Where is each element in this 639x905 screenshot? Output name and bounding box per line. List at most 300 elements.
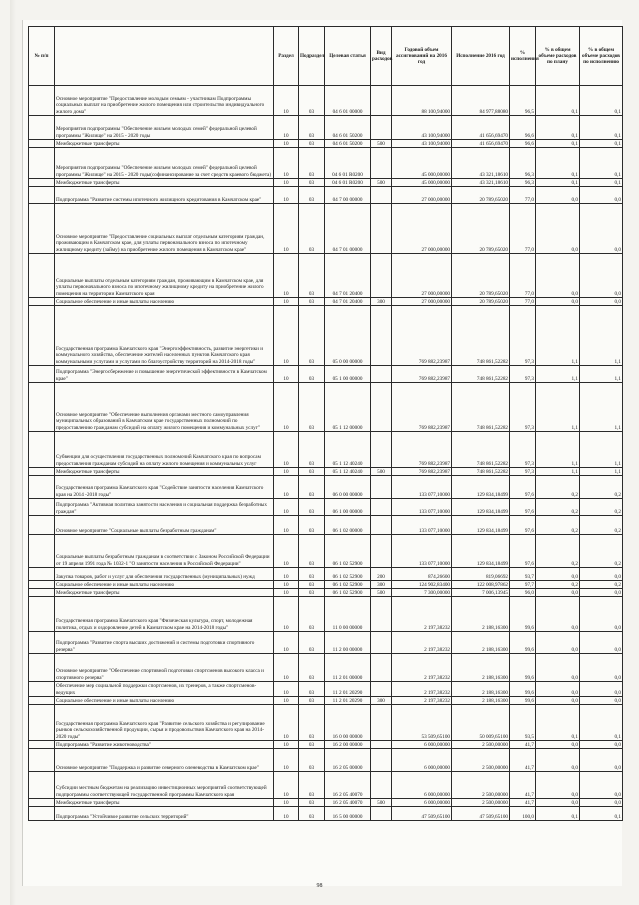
row-percent-cell: 100,0 (510, 807, 536, 821)
table-row (29, 589, 623, 597)
row-target-cell: 04 7 00 00000 (325, 187, 371, 204)
row-execution-cell: 41 656,69470 (452, 140, 510, 148)
row-name-cell: Субсидии местным бюджетам на реализацию инвестиционных мероприятий соответствующей подпрограммы соответствующей государственной программы Камчатского края (55, 772, 274, 799)
row-target-cell: 04 7 01 00000 (325, 204, 371, 254)
table-row (29, 516, 623, 535)
row-subsection-cell: 03 (299, 682, 325, 697)
table-row (29, 179, 623, 187)
row-percent-cell: 99,6 (510, 632, 536, 654)
row-subsection-cell: 03 (299, 254, 325, 298)
row-number-cell (29, 179, 55, 187)
row-percent-cell: 97,3 (510, 306, 536, 366)
row-name-cell: Основное мероприятие "Поддержка и развитие северного оленеводства в Камчатском крае" (55, 749, 274, 772)
table-row (29, 140, 623, 148)
row-share-plan-cell: 0,1 (536, 148, 580, 179)
row-execution-cell: 84 977,88080 (452, 86, 510, 116)
row-annual-cell: 769 882,23987 (392, 383, 452, 432)
row-execution-cell: 2 500,00000 (452, 741, 510, 749)
row-number-cell (29, 535, 55, 568)
row-share-plan-cell: 0,1 (536, 179, 580, 187)
row-expense-type-cell (371, 86, 392, 116)
row-section-cell: 10 (274, 179, 299, 187)
row-percent-cell: 96,5 (510, 86, 536, 116)
row-annual-cell: 2 197,38232 (392, 697, 452, 705)
row-number-cell (29, 432, 55, 468)
row-name-cell: Подпрограмма "Развитие системы ипотечного жилищного кредитования в Камчатском крае" (55, 187, 274, 204)
row-share-exec-cell: 0,1 (580, 179, 623, 187)
row-name-cell: Социальные выплаты безработным гражданам в соответствии с Законом Российской Федерации от 19 апреля 1991 года № 1032-1 "О занятости населения в Российской Федерации" (55, 535, 274, 568)
row-subsection-cell: 03 (299, 499, 325, 516)
row-subsection-cell: 03 (299, 86, 325, 116)
row-percent-cell: 41,7 (510, 741, 536, 749)
table-row (29, 204, 623, 254)
row-name-cell: Государственная программа Камчатского края "Развитие сельского хозяйства и регулирование рынков сельскохозяйственной продукции, сырья и продовольствия Камчатского края на 2014-2020 годы" (55, 705, 274, 741)
row-expense-type-cell (371, 148, 392, 179)
row-percent-cell: 99,6 (510, 654, 536, 682)
row-share-exec-cell: 0,2 (580, 581, 623, 589)
row-subsection-cell: 03 (299, 476, 325, 499)
row-number-cell (29, 468, 55, 476)
row-execution-cell: 47 509,65100 (452, 807, 510, 821)
row-annual-cell: 133 077,10000 (392, 535, 452, 568)
row-target-cell: 06 1 02 52900 (325, 568, 371, 581)
row-execution-cell: 129 834,18499 (452, 476, 510, 499)
row-share-exec-cell: 0,0 (580, 749, 623, 772)
row-name-cell: Государственная программа Камчатского края "Содействие занятости населения Камчатского края на 2014 -2018 годы" (55, 476, 274, 499)
row-share-exec-cell: 1,1 (580, 468, 623, 476)
row-section-cell: 10 (274, 799, 299, 807)
row-expense-type-cell (371, 807, 392, 821)
row-share-exec-cell: 0,0 (580, 597, 623, 632)
row-annual-cell: 769 882,23987 (392, 468, 452, 476)
row-expense-type-cell: 300 (371, 298, 392, 306)
row-name-cell: Межбюджетные трансферты (55, 179, 274, 187)
row-percent-cell: 41,7 (510, 772, 536, 799)
row-subsection-cell: 03 (299, 535, 325, 568)
row-annual-cell: 43 100,94000 (392, 116, 452, 140)
row-target-cell: 16 2 05 00000 (325, 749, 371, 772)
row-annual-cell: 27 000,00000 (392, 254, 452, 298)
row-execution-cell: 43 321,18610 (452, 179, 510, 187)
row-section-cell: 10 (274, 568, 299, 581)
row-percent-cell: 77,0 (510, 187, 536, 204)
row-expense-type-cell (371, 254, 392, 298)
row-share-plan-cell: 1,1 (536, 306, 580, 366)
row-percent-cell: 93,5 (510, 705, 536, 741)
row-percent-cell: 77,0 (510, 204, 536, 254)
row-expense-type-cell (371, 632, 392, 654)
row-target-cell: 06 1 00 00000 (325, 499, 371, 516)
row-percent-cell: 97,6 (510, 499, 536, 516)
row-number-cell (29, 597, 55, 632)
row-share-plan-cell: 0,0 (536, 254, 580, 298)
row-subsection-cell: 03 (299, 383, 325, 432)
row-section-cell: 10 (274, 535, 299, 568)
row-target-cell: 06 1 02 52900 (325, 535, 371, 568)
table-body (29, 86, 623, 821)
row-target-cell: 04 6 01 50200 (325, 116, 371, 140)
row-target-cell: 11 2 00 00000 (325, 632, 371, 654)
row-share-plan-cell: 1,1 (536, 366, 580, 383)
row-percent-cell: 96,6 (510, 116, 536, 140)
row-target-cell: 04 6 01 50200 (325, 140, 371, 148)
table-row (29, 568, 623, 581)
row-share-exec-cell: 0,2 (580, 516, 623, 535)
row-annual-cell: 769 882,23987 (392, 366, 452, 383)
row-share-exec-cell: 0,0 (580, 589, 623, 597)
row-annual-cell: 27 000,00000 (392, 298, 452, 306)
table-row (29, 116, 623, 140)
row-section-cell: 10 (274, 654, 299, 682)
row-number-cell (29, 568, 55, 581)
table-row (29, 306, 623, 366)
row-expense-type-cell (371, 682, 392, 697)
row-expense-type-cell: 500 (371, 140, 392, 148)
row-target-cell: 05 1 12 40240 (325, 468, 371, 476)
row-share-plan-cell: 0,1 (536, 116, 580, 140)
row-share-exec-cell: 0,0 (580, 298, 623, 306)
row-share-exec-cell: 0,2 (580, 535, 623, 568)
table-row (29, 383, 623, 432)
row-execution-cell: 748 861,52282 (452, 432, 510, 468)
row-share-plan-cell: 0,0 (536, 568, 580, 581)
table-row (29, 476, 623, 499)
row-percent-cell: 97,6 (510, 476, 536, 499)
row-share-exec-cell: 0,1 (580, 807, 623, 821)
row-percent-cell: 97,6 (510, 535, 536, 568)
row-percent-cell: 96,3 (510, 179, 536, 187)
row-percent-cell: 96,0 (510, 589, 536, 597)
row-name-cell: Государственная программа Камчатского края "Энергоэффективность, развитие энергетики и коммунального хозяйства, обеспечение жителей населенных пунктов Камчатского края коммунальными услугами и услугами по благоустройству территорий на 2014-2018 годы" (55, 306, 274, 366)
row-execution-cell: 20 789,65020 (452, 254, 510, 298)
row-expense-type-cell: 300 (371, 697, 392, 705)
row-expense-type-cell: 300 (371, 581, 392, 589)
row-number-cell (29, 589, 55, 597)
row-number-cell (29, 116, 55, 140)
row-annual-cell: 769 882,23987 (392, 432, 452, 468)
row-share-exec-cell: 0,0 (580, 654, 623, 682)
row-name-cell: Межбюджетные трансферты (55, 589, 274, 597)
row-annual-cell: 2 197,38232 (392, 654, 452, 682)
table-row (29, 682, 623, 697)
row-name-cell: Социальное обеспечение и иные выплаты населению (55, 697, 274, 705)
row-annual-cell: 53 509,65100 (392, 705, 452, 741)
row-target-cell: 16 2 05 40070 (325, 799, 371, 807)
row-share-exec-cell: 0,1 (580, 705, 623, 741)
row-name-cell: Основное мероприятие "Обеспечение выполнения органами местного самоуправления муниципальных образований в Камчатском крае государственных полномочий по предоставлению гражданам субсидий на оплату жилого помещения и коммунальных услуг" (55, 383, 274, 432)
row-expense-type-cell (371, 187, 392, 204)
row-share-exec-cell: 1,1 (580, 432, 623, 468)
row-subsection-cell: 03 (299, 697, 325, 705)
header-row (29, 27, 623, 86)
row-annual-cell: 133 077,10000 (392, 476, 452, 499)
row-share-exec-cell: 0,2 (580, 499, 623, 516)
row-execution-cell: 2 500,00000 (452, 799, 510, 807)
row-number-cell (29, 148, 55, 179)
row-expense-type-cell: 200 (371, 568, 392, 581)
row-subsection-cell: 03 (299, 741, 325, 749)
row-percent-cell: 96,3 (510, 148, 536, 179)
row-number-cell (29, 799, 55, 807)
row-percent-cell: 41,7 (510, 749, 536, 772)
row-share-exec-cell: 0,1 (580, 140, 623, 148)
row-name-cell: Основное мероприятие "Социальные выплаты безработным гражданам" (55, 516, 274, 535)
row-subsection-cell: 03 (299, 568, 325, 581)
row-name-cell: Социальное обеспечение и иные выплаты населению (55, 581, 274, 589)
row-section-cell: 10 (274, 148, 299, 179)
row-name-cell: Закупка товаров, работ и услуг для обеспечения государственных (муниципальных) нужд (55, 568, 274, 581)
row-section-cell: 10 (274, 597, 299, 632)
row-annual-cell: 6 000,00000 (392, 749, 452, 772)
row-target-cell: 04 7 01 20400 (325, 254, 371, 298)
row-annual-cell: 6 000,00000 (392, 772, 452, 799)
row-expense-type-cell (371, 597, 392, 632)
col-header-percent: % исполнения (510, 27, 536, 86)
row-share-plan-cell: 0,1 (536, 705, 580, 741)
table-row (29, 697, 623, 705)
row-target-cell: 16 5 00 00000 (325, 807, 371, 821)
row-annual-cell: 27 000,00000 (392, 204, 452, 254)
row-share-plan-cell: 0,2 (536, 581, 580, 589)
row-expense-type-cell (371, 654, 392, 682)
row-share-plan-cell: 0,1 (536, 807, 580, 821)
row-subsection-cell: 03 (299, 116, 325, 140)
row-expense-type-cell: 500 (371, 468, 392, 476)
row-share-plan-cell: 0,2 (536, 476, 580, 499)
row-section-cell: 10 (274, 86, 299, 116)
table-row (29, 705, 623, 741)
table-row (29, 772, 623, 799)
row-subsection-cell: 03 (299, 632, 325, 654)
table-row (29, 254, 623, 298)
row-share-plan-cell: 0,0 (536, 654, 580, 682)
row-share-plan-cell: 0,2 (536, 499, 580, 516)
row-expense-type-cell (371, 432, 392, 468)
row-expense-type-cell (371, 772, 392, 799)
row-execution-cell: 50 009,65100 (452, 705, 510, 741)
row-subsection-cell: 03 (299, 306, 325, 366)
row-share-plan-cell: 0,0 (536, 772, 580, 799)
table-row (29, 298, 623, 306)
row-target-cell: 11 2 01 00000 (325, 654, 371, 682)
row-section-cell: 10 (274, 581, 299, 589)
row-execution-cell: 2 188,16300 (452, 632, 510, 654)
row-percent-cell: 77,0 (510, 254, 536, 298)
table-row (29, 499, 623, 516)
row-annual-cell: 88 100,94000 (392, 86, 452, 116)
row-percent-cell: 97,3 (510, 383, 536, 432)
row-section-cell: 10 (274, 632, 299, 654)
row-section-cell: 10 (274, 499, 299, 516)
row-execution-cell: 2 188,16300 (452, 654, 510, 682)
row-share-exec-cell: 0,2 (580, 476, 623, 499)
row-name-cell: Межбюджетные трансферты (55, 468, 274, 476)
row-number-cell (29, 581, 55, 589)
row-percent-cell: 99,6 (510, 597, 536, 632)
row-target-cell: 11 0 00 00000 (325, 597, 371, 632)
row-share-plan-cell: 1,1 (536, 383, 580, 432)
row-expense-type-cell: 500 (371, 799, 392, 807)
row-subsection-cell: 03 (299, 140, 325, 148)
row-section-cell: 10 (274, 468, 299, 476)
row-percent-cell: 97,3 (510, 432, 536, 468)
row-name-cell: Основное мероприятие "Предоставление социальных выплат отдельным категориям граждан, проживающим в Камчатском крае, для уплаты первоначального взноса по ипотечному жилищному кредиту (займу) на приобретение жилого помещения в Камчатском крае" (55, 204, 274, 254)
row-target-cell: 16 0 00 00000 (325, 705, 371, 741)
row-number-cell (29, 741, 55, 749)
row-section-cell: 10 (274, 204, 299, 254)
row-number-cell (29, 298, 55, 306)
row-number-cell (29, 187, 55, 204)
row-target-cell: 16 2 05 40070 (325, 772, 371, 799)
row-annual-cell: 2 197,38232 (392, 597, 452, 632)
row-expense-type-cell (371, 749, 392, 772)
row-name-cell: Подпрограмма "Энергосбережение и повышение энергетической эффективности в Камчатском крае" (55, 366, 274, 383)
row-execution-cell: 129 834,18499 (452, 535, 510, 568)
row-execution-cell: 2 188,16300 (452, 597, 510, 632)
row-share-exec-cell: 0,0 (580, 632, 623, 654)
row-execution-cell: 748 861,52282 (452, 383, 510, 432)
row-subsection-cell: 03 (299, 432, 325, 468)
row-expense-type-cell (371, 516, 392, 535)
row-share-exec-cell: 0,0 (580, 187, 623, 204)
row-subsection-cell: 03 (299, 589, 325, 597)
row-annual-cell: 6 000,00000 (392, 799, 452, 807)
col-header-target: Целевая статья (325, 27, 371, 86)
row-share-plan-cell: 0,2 (536, 516, 580, 535)
row-name-cell: Социальное обеспечение и иные выплаты населению (55, 298, 274, 306)
table-row (29, 581, 623, 589)
row-section-cell: 10 (274, 306, 299, 366)
row-annual-cell: 45 000,00000 (392, 148, 452, 179)
row-number-cell (29, 306, 55, 366)
row-section-cell: 10 (274, 476, 299, 499)
row-number-cell (29, 254, 55, 298)
row-share-plan-cell: 1,1 (536, 468, 580, 476)
row-share-exec-cell: 0,0 (580, 682, 623, 697)
row-subsection-cell: 03 (299, 148, 325, 179)
row-annual-cell: 769 882,23987 (392, 306, 452, 366)
col-header-subsection: Подраздел (299, 27, 325, 86)
row-annual-cell: 874,26600 (392, 568, 452, 581)
row-expense-type-cell: 500 (371, 589, 392, 597)
row-annual-cell: 45 000,00000 (392, 179, 452, 187)
row-expense-type-cell (371, 705, 392, 741)
row-share-plan-cell: 0,0 (536, 697, 580, 705)
row-percent-cell: 97,3 (510, 468, 536, 476)
row-section-cell: 10 (274, 682, 299, 697)
row-name-cell: Обеспечение мер социальной поддержки спортсменов, их тренеров, а также спортсменов-ведущих (55, 682, 274, 697)
row-subsection-cell: 03 (299, 749, 325, 772)
row-name-cell: Подпрограмма "Развитие животноводства" (55, 741, 274, 749)
row-share-exec-cell: 0,0 (580, 772, 623, 799)
row-expense-type-cell (371, 366, 392, 383)
row-share-plan-cell: 0,0 (536, 589, 580, 597)
table-row (29, 148, 623, 179)
row-share-plan-cell: 0,0 (536, 749, 580, 772)
row-name-cell: Мероприятия подпрограммы "Обеспечение жильем молодых семей" федеральной целевой программы "Жилище" на 2015 - 2020 годы (55, 116, 274, 140)
row-section-cell: 10 (274, 772, 299, 799)
row-share-exec-cell: 0,0 (580, 568, 623, 581)
col-header-annual: Годовой объем ассигнований на 2016 год (392, 27, 452, 86)
row-expense-type-cell (371, 499, 392, 516)
col-header-share-plan: % в общем объеме расходов по плану (536, 27, 580, 86)
row-target-cell: 06 1 02 52900 (325, 589, 371, 597)
row-section-cell: 10 (274, 298, 299, 306)
row-share-plan-cell: 1,1 (536, 432, 580, 468)
row-number-cell (29, 632, 55, 654)
row-number-cell (29, 204, 55, 254)
row-number-cell (29, 366, 55, 383)
col-header-share-exec: % в общем объеме расходов по исполнению (580, 27, 623, 86)
row-subsection-cell: 03 (299, 179, 325, 187)
row-share-exec-cell: 1,1 (580, 366, 623, 383)
row-number-cell (29, 749, 55, 772)
row-share-plan-cell: 0,0 (536, 298, 580, 306)
row-share-exec-cell: 0,1 (580, 86, 623, 116)
row-section-cell: 10 (274, 807, 299, 821)
row-annual-cell: 133 077,10000 (392, 499, 452, 516)
row-name-cell: Межбюджетные трансферты (55, 799, 274, 807)
row-share-plan-cell: 0,2 (536, 535, 580, 568)
row-target-cell: 04 6 01 R0200 (325, 148, 371, 179)
row-annual-cell: 7 300,00000 (392, 589, 452, 597)
row-subsection-cell: 03 (299, 581, 325, 589)
row-number-cell (29, 516, 55, 535)
row-target-cell: 16 2 00 00000 (325, 741, 371, 749)
table-row (29, 807, 623, 821)
row-annual-cell: 2 197,38232 (392, 682, 452, 697)
col-header-expense-type: Вид расходов (371, 27, 392, 86)
row-percent-cell: 99,6 (510, 697, 536, 705)
row-execution-cell: 2 500,00000 (452, 749, 510, 772)
row-percent-cell: 77,0 (510, 298, 536, 306)
table-row (29, 741, 623, 749)
row-target-cell: 06 1 02 00000 (325, 516, 371, 535)
row-name-cell: Подпрограмма "Устойчивое развитие сельских территорий" (55, 807, 274, 821)
table-row (29, 632, 623, 654)
row-subsection-cell: 03 (299, 705, 325, 741)
row-share-plan-cell: 0,0 (536, 741, 580, 749)
row-execution-cell: 7 006,13945 (452, 589, 510, 597)
row-execution-cell: 43 321,18610 (452, 148, 510, 179)
row-share-exec-cell: 0,1 (580, 116, 623, 140)
budget-table (28, 26, 623, 821)
row-execution-cell: 122 008,97862 (452, 581, 510, 589)
row-percent-cell: 97,3 (510, 366, 536, 383)
table-row (29, 654, 623, 682)
row-annual-cell: 27 000,00000 (392, 187, 452, 204)
row-name-cell: Подпрограмма "Активная политика занятости населения и социальная поддержка безработных граждан" (55, 499, 274, 516)
row-section-cell: 10 (274, 383, 299, 432)
row-expense-type-cell (371, 476, 392, 499)
row-subsection-cell: 03 (299, 298, 325, 306)
row-percent-cell: 93,7 (510, 568, 536, 581)
row-section-cell: 10 (274, 432, 299, 468)
row-share-exec-cell: 1,1 (580, 306, 623, 366)
table-row (29, 468, 623, 476)
row-number-cell (29, 772, 55, 799)
row-execution-cell: 748 861,52282 (452, 306, 510, 366)
row-percent-cell: 41,7 (510, 799, 536, 807)
table-row (29, 597, 623, 632)
row-subsection-cell: 03 (299, 204, 325, 254)
row-execution-cell: 20 789,65020 (452, 187, 510, 204)
row-expense-type-cell (371, 116, 392, 140)
row-subsection-cell: 03 (299, 366, 325, 383)
row-name-cell: Государственная программа Камчатского края "Физическая культура, спорт, молодежная политика, отдых и оздоровление детей в Камчатском крае на 2014-2018 годы" (55, 597, 274, 632)
row-share-plan-cell: 0,0 (536, 799, 580, 807)
row-section-cell: 10 (274, 749, 299, 772)
